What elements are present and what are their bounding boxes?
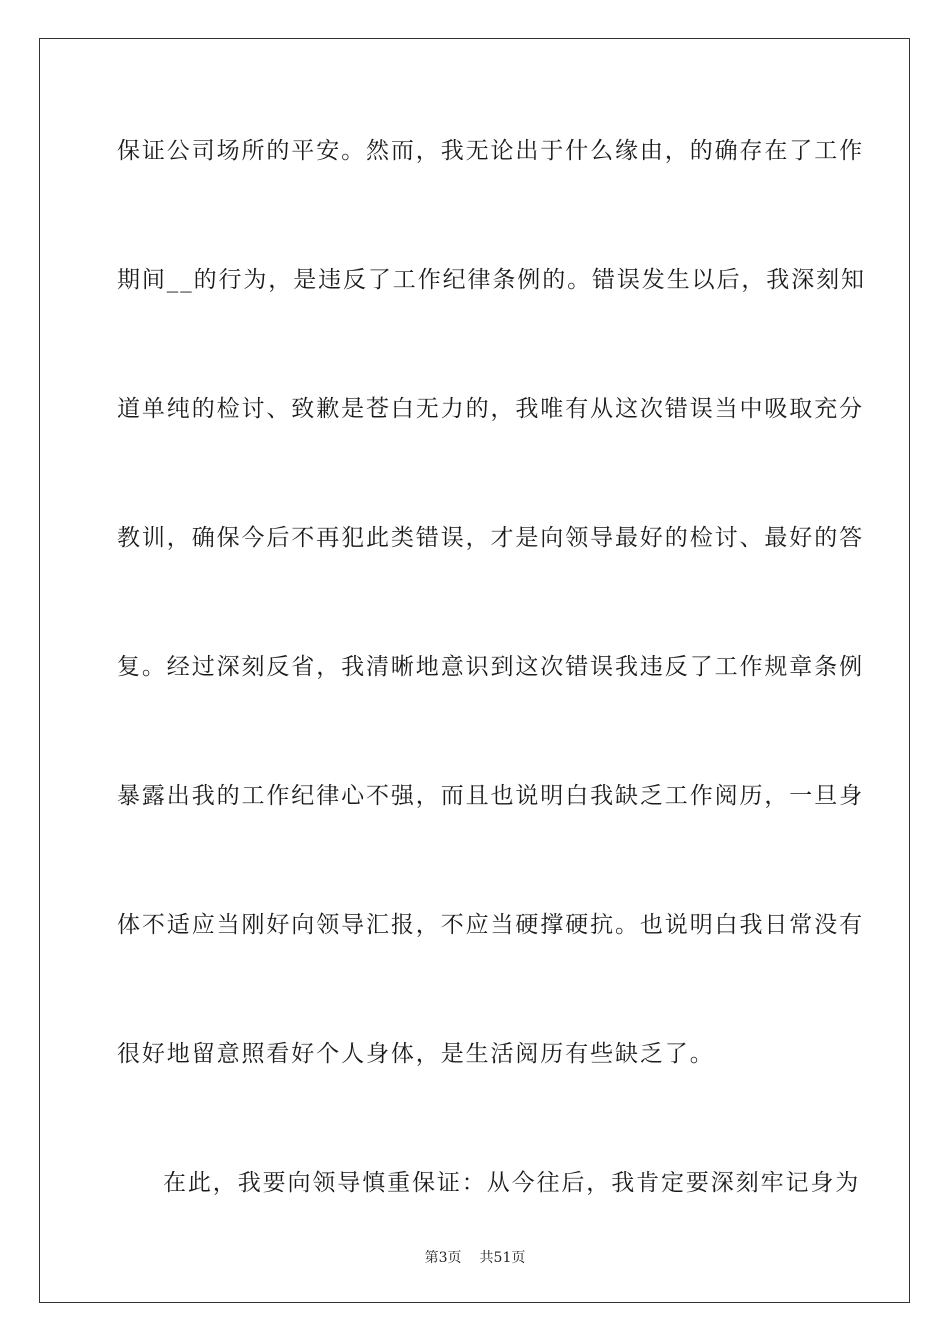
- text-line: 道单纯的检讨、致歉是苍白无力的，我唯有从这次错误当中吸取充分: [117, 396, 864, 422]
- page-footer: [0, 1247, 950, 1267]
- page-number: 第3页: [424, 1250, 462, 1266]
- text-line-paragraph-start: 在此，我要向领导慎重保证：从今往后，我肯定要深刻牢记身为: [163, 1170, 861, 1196]
- text-line: 很好地留意照看好个人身体，是生活阅历有些缺乏了。: [117, 1041, 715, 1067]
- text-line: 教训，确保今后不再犯此类错误，才是向领导最好的检讨、最好的答: [117, 525, 864, 551]
- text-line: 体不适应当刚好向领导汇报，不应当硬撑硬抗。也说明白我日常没有: [117, 912, 864, 938]
- text-line: 暴露出我的工作纪律心不强，而且也说明白我缺乏工作阅历，一旦身: [117, 783, 864, 809]
- page-total: 共51页: [479, 1250, 526, 1266]
- document-body: [117, 128, 866, 1289]
- text-line: 保证公司场所的平安。然而，我无论出于什么缘由，的确存在了工作: [117, 138, 864, 164]
- text-line: 期间__的行为，是违反了工作纪律条例的。错误发生以后，我深刻知: [117, 267, 866, 293]
- text-line: 复。经过深刻反省，我清晰地意识到这次错误我违反了工作规章条例: [117, 654, 864, 680]
